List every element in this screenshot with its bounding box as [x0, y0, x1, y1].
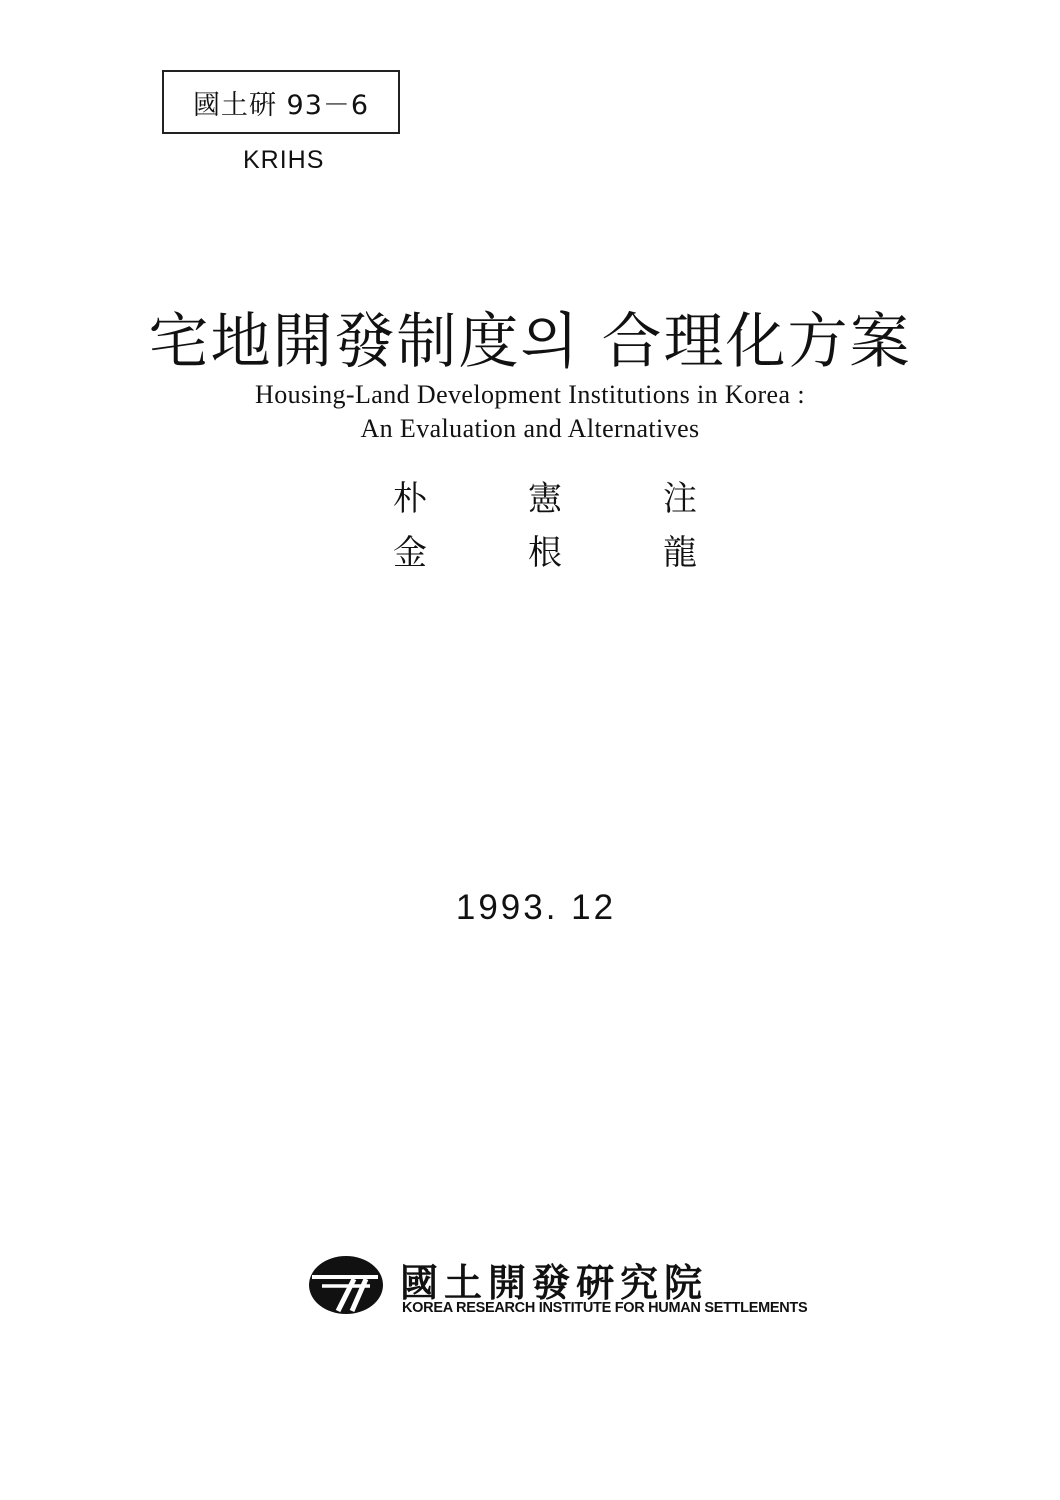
krihs-logo-icon [308, 1255, 384, 1315]
title-english-line2: An Evaluation and Alternatives [360, 414, 700, 443]
author-1-char-2: 憲 [528, 479, 562, 519]
org-abbreviation: KRIHS [243, 146, 325, 174]
author-1 [380, 472, 710, 526]
publisher-english-name: KOREA RESEARCH INSTITUTE FOR HUMAN SETTLEMENTS [402, 1300, 808, 1316]
author-2-char-2: 根 [528, 533, 562, 573]
author-1-char-3: 注 [663, 479, 697, 519]
series-code-box [162, 70, 400, 134]
title-korean: 宅地開發制度의 合理化方案 [148, 307, 912, 377]
publisher-korean-name: 國土開發硏究院 [400, 1260, 709, 1305]
title-english-line1: Housing-Land Development Institutions in Korea : [255, 380, 805, 409]
publisher [308, 1252, 808, 1332]
authors [380, 472, 710, 580]
author-2-char-3: 龍 [663, 533, 697, 573]
author-2-char-1: 金 [393, 533, 427, 573]
author-2 [380, 526, 710, 580]
author-1-char-1: 朴 [393, 479, 427, 519]
series-code: 國土硏 93－6 [192, 89, 370, 121]
publication-date: 1993. 12 [455, 888, 617, 927]
